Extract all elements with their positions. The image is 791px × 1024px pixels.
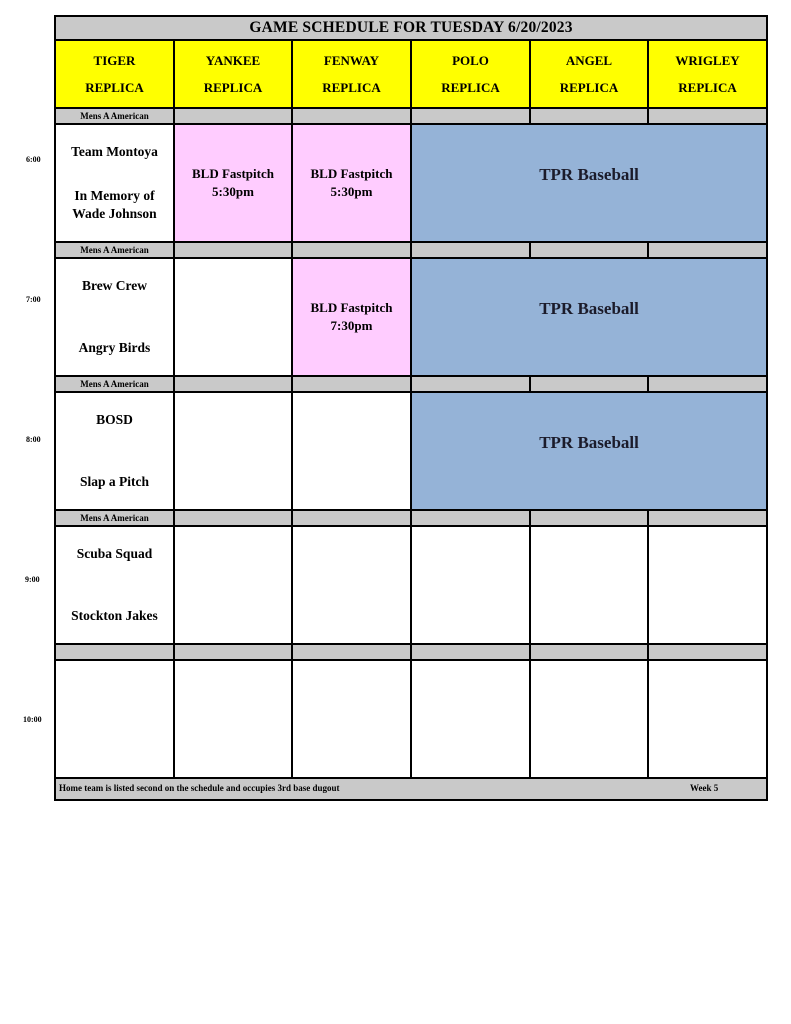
field-name: POLO [452, 53, 489, 68]
division-row [55, 376, 767, 392]
field-sub: REPLICA [322, 80, 381, 95]
tpr-block [411, 258, 767, 376]
field-header-fenway [292, 40, 411, 108]
slot-row-6 [55, 124, 767, 242]
time-label-8: 8:00 [26, 435, 41, 444]
home-team: Angry Birds [78, 340, 151, 355]
field-sub: REPLICA [441, 80, 500, 95]
matchup-cell [55, 392, 174, 510]
matchup-cell [55, 258, 174, 376]
week-label: Week 5 [690, 783, 719, 793]
slot-row-7 [55, 258, 767, 376]
empty-cell [648, 526, 767, 644]
reservation-cell [174, 124, 292, 242]
field-name: ANGEL [565, 53, 613, 68]
division-label: Mens A American [55, 376, 174, 392]
empty-cell [411, 660, 530, 778]
away-team: Team Montoya [71, 144, 158, 159]
home-team: Slap a Pitch [79, 474, 149, 489]
tpr-block [411, 124, 767, 242]
field-name: WRIGLEY [675, 53, 740, 68]
division-label: Mens A American [55, 108, 174, 124]
time-label-6: 6:00 [26, 155, 41, 164]
field-header-tiger [55, 40, 174, 108]
footer-bar [55, 778, 767, 800]
empty-cell [55, 660, 174, 778]
time-label-9: 9:00 [25, 575, 40, 584]
empty-cell [292, 660, 411, 778]
tpr-block [411, 392, 767, 510]
field-header-row [55, 40, 767, 108]
empty-cell [648, 660, 767, 778]
reservation-cell [292, 258, 411, 376]
time-label-10: 10:00 [23, 715, 42, 724]
schedule-table [54, 15, 768, 801]
field-name: FENWAY [323, 53, 380, 68]
field-sub: REPLICA [203, 80, 263, 95]
empty-cell [174, 660, 292, 778]
home-team: Stockton Jakes [71, 608, 158, 623]
time-label-7: 7:00 [26, 295, 41, 304]
matchup-cell [55, 124, 174, 242]
division-label: Mens A American [55, 242, 174, 258]
field-name: TIGER [93, 53, 136, 68]
slot-row-8 [55, 392, 767, 510]
footer-row [55, 778, 767, 800]
empty-cell [174, 258, 292, 376]
slot-row-9 [55, 526, 767, 644]
tpr-text: TPR Baseball [539, 433, 639, 452]
footer-note: Home team is listed second on the schedule and occupies 3rd base dugout [59, 783, 340, 793]
field-header-yankee [174, 40, 292, 108]
away-team: Scuba Squad [76, 546, 153, 561]
empty-cell [292, 392, 411, 510]
field-sub: REPLICA [559, 80, 619, 95]
tpr-text: TPR Baseball [539, 299, 639, 318]
reservation-cell [292, 124, 411, 242]
division-label [55, 644, 174, 660]
away-team: Brew Crew [81, 278, 148, 293]
field-header-wrigley [648, 40, 767, 108]
field-header-polo [411, 40, 530, 108]
field-sub: REPLICA [678, 80, 737, 95]
empty-cell [174, 526, 292, 644]
empty-cell [411, 526, 530, 644]
field-header-angel [530, 40, 648, 108]
field-sub: REPLICA [85, 80, 144, 95]
schedule-title: GAME SCHEDULE FOR TUESDAY 6/20/2023 [55, 16, 767, 40]
empty-cell [530, 660, 648, 778]
matchup-cell [55, 526, 174, 644]
away-team: BOSD [96, 412, 133, 427]
division-row [55, 108, 767, 124]
field-name: YANKEE [205, 53, 261, 68]
empty-cell [530, 526, 648, 644]
empty-cell [174, 392, 292, 510]
slot-row-10 [55, 660, 767, 778]
division-row [55, 644, 767, 660]
division-row [55, 510, 767, 526]
division-label: Mens A American [55, 510, 174, 526]
reservation-text: BLD Fastpitch 7:30pm [310, 300, 393, 333]
division-row [55, 242, 767, 258]
home-team: In Memory of Wade Johnson [72, 188, 157, 221]
reservation-text: BLD Fastpitch 5:30pm [310, 166, 393, 199]
reservation-text: BLD Fastpitch 5:30pm [192, 166, 274, 199]
tpr-text: TPR Baseball [539, 165, 639, 184]
empty-cell [292, 526, 411, 644]
